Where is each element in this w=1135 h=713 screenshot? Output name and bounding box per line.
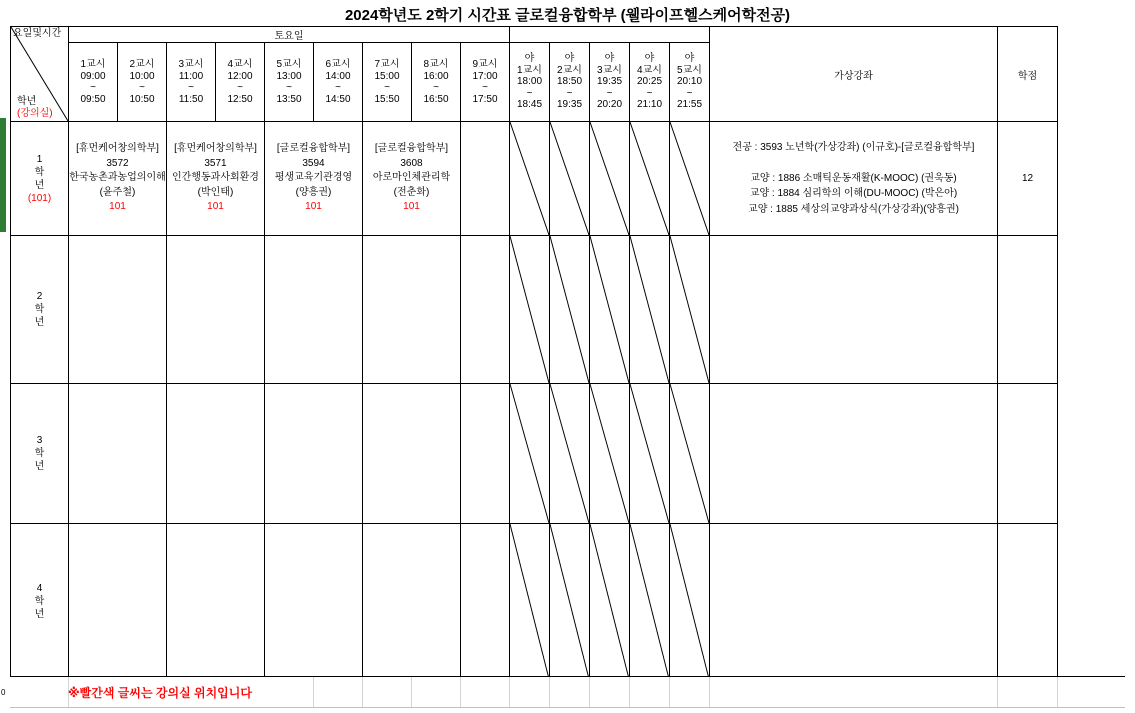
course-cell-y4-p9[interactable]	[461, 524, 510, 680]
blocked-cell-n1-y2[interactable]	[510, 236, 550, 384]
period-header-night-1: 야 1교시 18:00 ~ 18:45	[510, 43, 550, 122]
virtual-course-cell-y1[interactable]: 전공 : 3593 노년학(가상강좌) (이규호)-[글로컬융합학부] 교양 : 1886 소매틱운동재활(K-MOOC) (권욱동) 교양 : 1884 심리학의 이해(DU-MOOC) (박은아) 교양 : 1885 세상의교양과상식(가상강좌)(양흥권)	[710, 122, 998, 236]
page-title: 2024학년도 2학기 시간표 글로컬융합학부 (웰라이프헬스케어학전공)	[344, 6, 791, 24]
diagonal-strike-icon	[510, 384, 549, 523]
blocked-cell-n1-y1[interactable]	[510, 122, 550, 236]
period-header-1: 1교시 09:00 ~ 09:50	[69, 43, 118, 122]
credit-cell-y2[interactable]	[998, 236, 1058, 384]
credit-cell-y3[interactable]	[998, 384, 1058, 524]
course-cell-y4-p1[interactable]	[69, 524, 167, 680]
saturday-label: 토요일	[69, 27, 510, 43]
blocked-cell-n2-y1[interactable]	[550, 122, 590, 236]
blocked-cell-n3-y3[interactable]	[590, 384, 630, 524]
night-band-blank	[510, 27, 710, 43]
table-row-year-3	[11, 384, 1058, 524]
blocked-cell-n3-y4[interactable]	[590, 524, 630, 680]
diagonal-strike-icon	[630, 122, 669, 235]
period-header-7: 7교시 15:00 ~ 15:50	[363, 43, 412, 122]
virtual-course-cell-y4[interactable]	[710, 524, 998, 680]
legend-note: ※빨간색 글씨는 강의실 위치입니다	[68, 686, 252, 700]
diagonal-strike-icon	[590, 524, 629, 679]
blocked-cell-n5-y4[interactable]	[670, 524, 710, 680]
diagonal-strike-icon	[550, 384, 589, 523]
period-header-night-2: 야 2교시 18:50 ~ 19:35	[550, 43, 590, 122]
blocked-cell-n4-y3[interactable]	[630, 384, 670, 524]
course-cell-y3-p7[interactable]	[363, 384, 461, 524]
virtual-course-cell-y3[interactable]	[710, 384, 998, 524]
period-header-night-5: 야 5교시 20:10 ~ 21:55	[670, 43, 710, 122]
diagonal-strike-icon	[670, 524, 709, 679]
blocked-cell-n2-y2[interactable]	[550, 236, 590, 384]
course-cell-y4-p3[interactable]	[167, 524, 265, 680]
diagonal-strike-icon	[630, 384, 669, 523]
credit-header: 학점	[998, 27, 1058, 122]
diagonal-strike-icon	[510, 122, 549, 235]
blocked-cell-n5-y3[interactable]	[670, 384, 710, 524]
diagonal-strike-icon	[550, 236, 589, 383]
corner-label-grade: 학년 (강의실)	[17, 96, 53, 119]
course-cell-4[interactable]: [글로컬융합학부] 3608 아로마인체관리학 (전춘화) 101	[363, 122, 461, 236]
course-cell-y3-p5[interactable]	[265, 384, 363, 524]
diagonal-strike-icon	[510, 524, 549, 679]
course-cell-y2-p5[interactable]	[265, 236, 363, 384]
period-header-8: 8교시 16:00 ~ 16:50	[412, 43, 461, 122]
course-cell-y2-p7[interactable]	[363, 236, 461, 384]
credit-cell-y4[interactable]	[998, 524, 1058, 680]
timetable	[10, 26, 1058, 680]
table-row-year-2	[11, 236, 1058, 384]
virtual-course-cell-y2[interactable]	[710, 236, 998, 384]
blocked-cell-n4-y2[interactable]	[630, 236, 670, 384]
grade-label-4: 4 학 년	[11, 524, 69, 680]
period-header-night-4: 야 4교시 20:25 ~ 21:10	[630, 43, 670, 122]
course-cell-3[interactable]: [글로컬융합학부] 3594 평생교육기관경영 (양흥권) 101	[265, 122, 363, 236]
period-header-3: 3교시 11:00 ~ 11:50	[167, 43, 216, 122]
course-cell-y4-p7[interactable]	[363, 524, 461, 680]
row-number-marker: 0	[1, 688, 6, 697]
course-cell-y4-p5[interactable]	[265, 524, 363, 680]
course-cell-y3-p1[interactable]	[69, 384, 167, 524]
course-cell-2[interactable]: [휴먼케어창의학부] 3571 인간행동과사회환경 (박인태) 101	[167, 122, 265, 236]
blocked-cell-n4-y4[interactable]	[630, 524, 670, 680]
grade-label-1: 1 학 년 (101)	[11, 122, 69, 236]
diagonal-strike-icon	[590, 236, 629, 383]
blocked-cell-n5-y2[interactable]	[670, 236, 710, 384]
period-header-6: 6교시 14:00 ~ 14:50	[314, 43, 363, 122]
left-margin	[0, 0, 10, 713]
period-header-9: 9교시 17:00 ~ 17:50	[461, 43, 510, 122]
period-header-5: 5교시 13:00 ~ 13:50	[265, 43, 314, 122]
header-row-saturday	[11, 27, 1058, 43]
course-cell-1[interactable]: [휴먼케어창의학부] 3572 한국농촌과농업의이해 (윤주철) 101	[69, 122, 167, 236]
grade-1-marker	[0, 118, 6, 232]
grade-label-2: 2 학 년	[11, 236, 69, 384]
table-row-year-1	[11, 122, 1058, 236]
corner-header	[11, 27, 69, 122]
course-cell-y2-p3[interactable]	[167, 236, 265, 384]
period-header-2: 2교시 10:00 ~ 10:50	[118, 43, 167, 122]
blocked-cell-n1-y3[interactable]	[510, 384, 550, 524]
blocked-cell-n1-y4[interactable]	[510, 524, 550, 680]
blocked-cell-n2-y4[interactable]	[550, 524, 590, 680]
table-row-year-4	[11, 524, 1058, 680]
diagonal-strike-icon	[510, 236, 549, 383]
grade-label-3: 3 학 년	[11, 384, 69, 524]
blocked-cell-n3-y2[interactable]	[590, 236, 630, 384]
course-cell-y3-p9[interactable]	[461, 384, 510, 524]
period-header-night-3: 야 3교시 19:35 ~ 20:20	[590, 43, 630, 122]
credit-cell-y1[interactable]: 12	[998, 122, 1058, 236]
course-cell-y3-p3[interactable]	[167, 384, 265, 524]
corner-label-time: 요일및시간	[13, 28, 62, 39]
diagonal-strike-icon	[550, 524, 589, 679]
diagonal-strike-icon	[670, 384, 709, 523]
virtual-course-header: 가상강좌	[710, 27, 998, 122]
diagonal-strike-icon	[670, 236, 709, 383]
course-cell-y2-p1[interactable]	[69, 236, 167, 384]
course-cell-y2-p9[interactable]	[461, 236, 510, 384]
diagonal-strike-icon	[550, 122, 589, 235]
period-header-4: 4교시 12:00 ~ 12:50	[216, 43, 265, 122]
diagonal-strike-icon	[590, 384, 629, 523]
diagonal-strike-icon	[670, 122, 709, 235]
empty-cell-p9-y1[interactable]	[461, 122, 510, 236]
diagonal-strike-icon	[590, 122, 629, 235]
blocked-cell-n2-y3[interactable]	[550, 384, 590, 524]
blocked-cell-n5-y1[interactable]	[670, 122, 710, 236]
blocked-cell-n3-y1[interactable]	[590, 122, 630, 236]
diagonal-strike-icon	[630, 524, 669, 679]
diagonal-strike-icon	[630, 236, 669, 383]
blocked-cell-n4-y1[interactable]	[630, 122, 670, 236]
